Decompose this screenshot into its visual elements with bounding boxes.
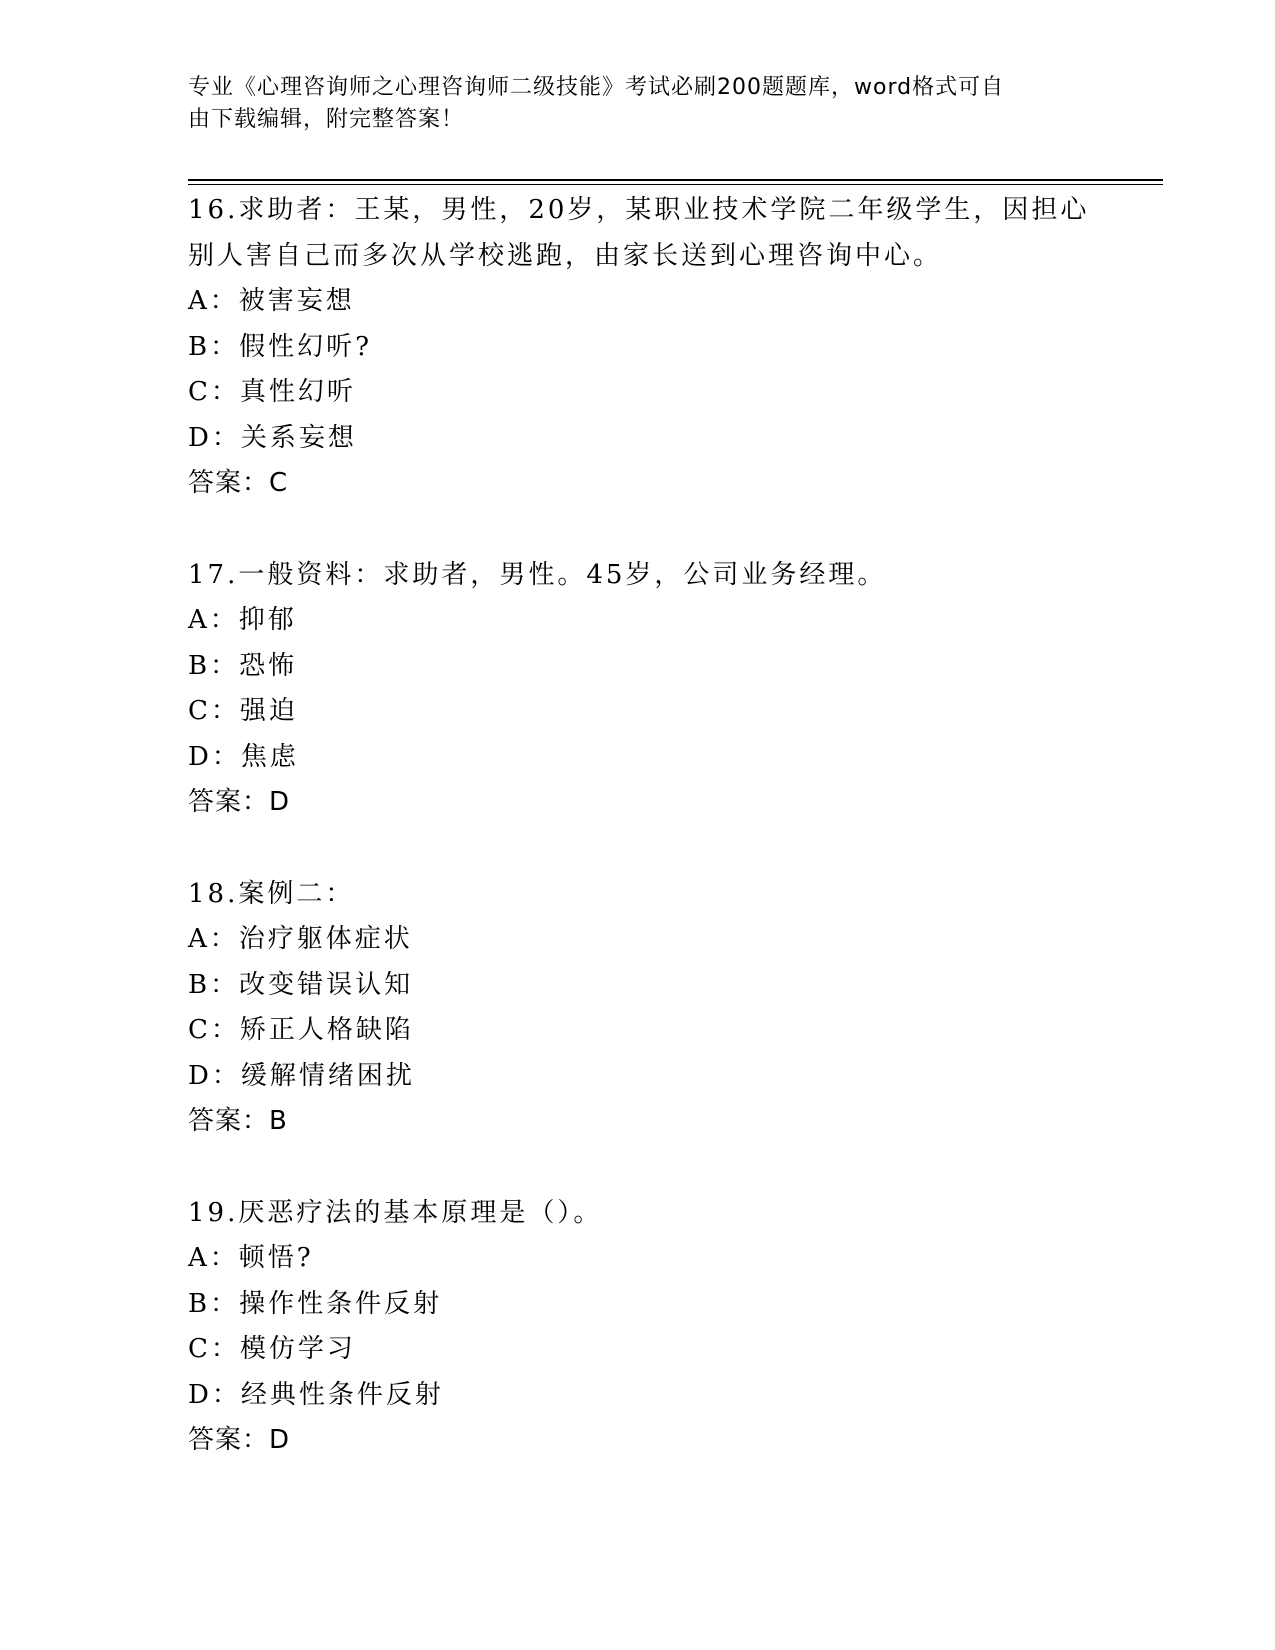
option-b: B：假性幻听? <box>188 331 373 362</box>
header-divider-thin <box>188 184 1163 185</box>
answer-label: 答案：D <box>188 787 291 817</box>
option-c: C：真性幻听 <box>188 377 356 407</box>
question-18 <box>188 872 1088 1145</box>
option-a: A：治疗躯体症状 <box>188 924 413 954</box>
option-a: A：抑郁 <box>188 605 297 635</box>
question-stem: 17.一般资料：求助者，男性。45岁，公司业务经理。 <box>188 559 887 590</box>
option-c: C：模仿学习 <box>188 1334 356 1364</box>
question-19 <box>188 1191 1088 1464</box>
option-c: C：强迫 <box>188 696 298 726</box>
question-17 <box>188 553 1088 826</box>
option-d: D：经典性条件反射 <box>188 1379 444 1410</box>
option-c: C：矫正人格缺陷 <box>188 1015 414 1045</box>
question-list <box>188 188 1088 1510</box>
question-stem-continued: 别人害自己而多次从学校逃跑，由家长送到心理咨询中心。 <box>188 240 943 271</box>
option-d: D：焦虑 <box>188 741 299 772</box>
header-line-2: 由下载编辑，附完整答案！ <box>188 107 465 132</box>
question-stem: 18.案例二： <box>188 878 355 909</box>
answer-label: 答案：C <box>188 468 289 498</box>
option-a: A：顿悟? <box>188 1243 314 1273</box>
question-stem: 19.厌恶疗法的基本原理是（）。 <box>188 1197 603 1228</box>
option-b: B：改变错误认知 <box>188 969 414 1000</box>
option-a: A：被害妄想 <box>188 286 355 316</box>
option-b: B：恐怖 <box>188 650 298 681</box>
option-d: D：关系妄想 <box>188 422 357 453</box>
question-stem: 16.求助者：王某，男性，20岁，某职业技术学院二年级学生，因担心 <box>188 195 1090 225</box>
question-16 <box>188 188 1088 507</box>
answer-label: 答案：B <box>188 1106 288 1136</box>
header-divider-thick <box>188 179 1163 181</box>
option-d: D：缓解情绪困扰 <box>188 1060 415 1091</box>
header-line-1: 专业《心理咨询师之心理咨询师二级技能》考试必刷200题题库，word格式可自 <box>188 75 1005 100</box>
document-header <box>188 72 1088 136</box>
option-b: B：操作性条件反射 <box>188 1288 443 1319</box>
answer-label: 答案：D <box>188 1425 291 1455</box>
